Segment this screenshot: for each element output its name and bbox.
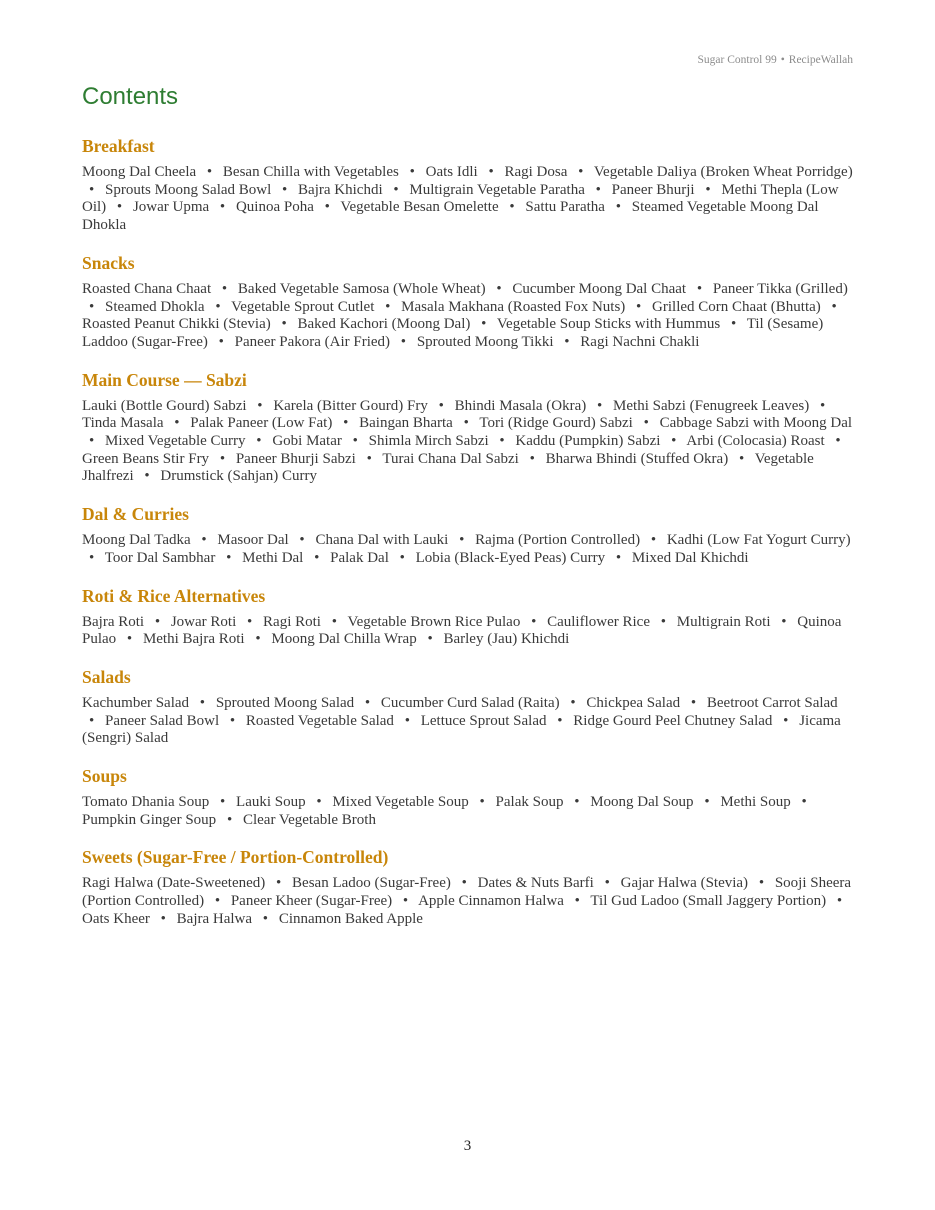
recipe-entry: Multigrain Roti xyxy=(676,613,771,630)
recipe-entry: Cauliflower Rice xyxy=(547,613,650,630)
bullet-separator: • xyxy=(459,532,465,549)
recipe-entry: Arbi (Colocasia) Roast xyxy=(686,433,825,450)
bullet-separator: • xyxy=(499,433,505,450)
recipe-entry: Kaddu (Pumpkin) Sabzi xyxy=(515,433,661,450)
recipe-entry: Apple Cinnamon Halwa xyxy=(418,893,564,910)
recipe-entry: Lobia (Black-Eyed Peas) Curry xyxy=(415,549,606,566)
bullet-separator: • xyxy=(836,893,843,910)
bullet-separator: • xyxy=(221,280,228,297)
contents-page xyxy=(82,80,853,929)
bullet-separator: • xyxy=(214,893,221,910)
recipe-entry: Kachumber Salad xyxy=(82,694,190,711)
recipe-entry: Palak Soup xyxy=(495,794,564,811)
section-heading: Breakfast xyxy=(82,136,155,156)
bullet-separator: • xyxy=(696,280,703,297)
recipe-entry: Oats Idli xyxy=(425,164,478,180)
bullet-separator: • xyxy=(218,333,224,350)
recipe-entry: Methi Bajra Roti xyxy=(142,631,245,648)
recipe-entry: Lauki (Bottle Gourd) Sabzi xyxy=(82,397,247,414)
recipe-entry: Roasted Chana Chaat xyxy=(82,280,212,297)
recipe-entry: Baked Kachori (Moong Dal) xyxy=(297,316,471,333)
recipe-entry: Vegetable Soup Sticks with Hummus xyxy=(496,316,721,333)
recipe-entry: Drumstick (Sahjan) Curry xyxy=(160,468,318,485)
recipe-entry: Baked Vegetable Samosa (Whole Wheat) xyxy=(237,280,486,297)
bullet-separator: • xyxy=(331,613,337,630)
bullet-separator: • xyxy=(154,613,161,630)
bullet-separator: • xyxy=(564,333,570,350)
bullet-separator: • xyxy=(819,397,826,414)
recipe-entry: Multigrain Vegetable Paratha xyxy=(409,181,585,198)
bullet-separator: • xyxy=(597,397,603,414)
recipe-entry: Vegetable Brown Rice Pulao xyxy=(347,613,521,630)
section-heading: Soups xyxy=(82,766,127,787)
bullet-separator: • xyxy=(324,199,330,216)
recipe-entry: Steamed Dhokla xyxy=(105,298,205,315)
section-heading: Sweets (Sugar-Free / Portion-Controlled) xyxy=(82,847,389,868)
recipe-entry: Chana Dal with Lauki xyxy=(315,532,449,549)
recipe-entry: Vegetable Daliya (Broken Wheat Porridge) xyxy=(593,164,853,180)
bullet-separator: • xyxy=(144,468,150,485)
recipe-entry: Vegetable Sprout Cutlet xyxy=(231,298,375,315)
bullet-separator: • xyxy=(488,164,494,180)
recipe-entry: Methi Dal xyxy=(242,549,304,566)
bullet-separator: • xyxy=(256,433,262,450)
recipe-entry: Methi Sabzi (Fenugreek Leaves) xyxy=(613,397,810,414)
bullet-separator: • xyxy=(463,415,469,432)
bullet-separator: • xyxy=(783,712,789,729)
recipe-entry: Palak Dal xyxy=(330,549,389,566)
recipe-entry: Karela (Bitter Gourd) Fry xyxy=(273,397,428,414)
recipe-entry: Toor Dal Sambhar xyxy=(104,549,216,566)
recipe-entry: Besan Chilla with Vegetables xyxy=(222,164,399,180)
recipe-entry: Ragi Halwa (Date-Sweetened) xyxy=(82,875,266,892)
bullet-separator: • xyxy=(595,181,601,198)
bullet-separator: • xyxy=(801,794,807,811)
bullet-separator: • xyxy=(578,164,584,180)
section-recipe-list xyxy=(82,794,853,829)
contents-sections xyxy=(82,135,853,929)
recipe-entry: Pumpkin Ginger Soup xyxy=(82,811,217,828)
bullet-separator: • xyxy=(316,794,322,811)
bullet-separator: • xyxy=(215,298,221,315)
section-heading: Snacks xyxy=(82,252,135,273)
recipe-entry: Gajar Halwa (Stevia) xyxy=(620,875,749,892)
bullet-separator: • xyxy=(255,631,261,648)
bullet-separator: • xyxy=(89,549,95,566)
page-title: Contents xyxy=(82,83,179,110)
bullet-separator: • xyxy=(427,631,433,648)
recipe-entry: Paneer Bhurji xyxy=(611,181,695,198)
recipe-entry: Bajra Khichdi xyxy=(298,181,383,198)
recipe-entry: Steamed Vegetable Moong Dal Dhokla xyxy=(82,199,819,234)
bullet-separator: • xyxy=(276,875,282,892)
bullet-separator: • xyxy=(366,450,372,467)
recipe-entry: Ragi Nachni Chakli xyxy=(580,333,700,350)
section-heading: Main Course — Sabzi xyxy=(82,369,247,390)
bullet-separator: • xyxy=(299,532,305,549)
bullet-separator: • xyxy=(343,415,349,432)
bullet-separator: • xyxy=(781,613,787,630)
recipe-entry: Moong Dal Cheela xyxy=(82,164,197,180)
recipe-entry: Cinnamon Baked Apple xyxy=(278,910,423,927)
recipe-entry: Masoor Dal xyxy=(217,532,289,549)
section-heading: Roti & Rice Alternatives xyxy=(82,585,266,606)
bullet-separator: • xyxy=(574,893,580,910)
recipe-entry: Sprouted Moong Tikki xyxy=(416,333,554,350)
bullet-separator: • xyxy=(393,181,399,198)
recipe-entry: Methi Soup xyxy=(720,794,791,811)
bullet-separator: • xyxy=(650,532,657,549)
recipe-entry: Moong Dal Soup xyxy=(590,794,694,811)
recipe-entry: Masala Makhana (Roasted Fox Nuts) xyxy=(401,298,626,315)
bullet-separator: • xyxy=(690,694,697,711)
bullet-separator: • xyxy=(385,298,391,315)
bullet-separator: • xyxy=(399,549,405,566)
bullet-separator: • xyxy=(461,875,467,892)
section-heading: Dal & Curries xyxy=(82,504,189,525)
recipe-entry: Methi Thepla (Low Oil) xyxy=(82,181,839,216)
recipe-entry: Ragi Dosa xyxy=(504,164,568,180)
recipe-entry: Ragi Roti xyxy=(263,613,321,630)
bullet-separator: • xyxy=(404,712,410,729)
recipe-entry: Shimla Mirch Sabzi xyxy=(368,433,489,450)
contents-section xyxy=(82,846,853,928)
recipe-entry: Lauki Soup xyxy=(236,794,306,811)
recipe-entry: Sprouts Moong Salad Bowl xyxy=(105,181,272,198)
recipe-entry: Bharwa Bhindi (Stuffed Okra) xyxy=(545,450,729,467)
recipe-entry: Palak Paneer (Low Fat) xyxy=(190,415,333,432)
section-recipe-list xyxy=(82,164,853,235)
bullet-separator: • xyxy=(282,181,288,198)
bullet-separator: • xyxy=(604,875,610,892)
recipe-entry: Bhindi Masala (Okra) xyxy=(454,397,587,414)
recipe-entry: Baingan Bharta xyxy=(359,415,453,432)
recipe-entry: Paneer Salad Bowl xyxy=(105,712,220,729)
bullet-separator: • xyxy=(219,450,226,467)
contents-section xyxy=(82,503,853,567)
bullet-separator: • xyxy=(400,333,407,350)
recipe-entry: Jicama (Sengri) Salad xyxy=(82,712,841,747)
bullet-separator: • xyxy=(89,181,95,198)
bullet-separator: • xyxy=(479,794,485,811)
recipe-entry: Cucumber Moong Dal Chaat xyxy=(512,280,687,297)
section-recipe-list xyxy=(82,614,853,649)
contents-section xyxy=(82,135,853,235)
bullet-separator: • xyxy=(831,298,837,315)
recipe-entry: Gobi Matar xyxy=(272,433,342,450)
recipe-entry: Sprouted Moong Salad xyxy=(215,694,355,711)
header-brand: RecipeWallah xyxy=(788,54,853,66)
bullet-separator: • xyxy=(660,613,666,630)
bullet-separator: • xyxy=(557,712,563,729)
recipe-entry: Tori (Ridge Gourd) Sabzi xyxy=(479,415,633,432)
bullet-separator: • xyxy=(574,794,580,811)
bullet-separator: • xyxy=(509,199,515,216)
recipe-entry: Green Beans Stir Fry xyxy=(82,450,210,467)
recipe-entry: Rajma (Portion Controlled) xyxy=(475,532,641,549)
contents-section xyxy=(82,666,853,748)
bullet-separator: • xyxy=(247,613,253,630)
recipe-entry: Barley (Jau) Khichdi xyxy=(443,631,570,648)
contents-section xyxy=(82,765,853,829)
bullet-separator: • xyxy=(89,433,95,450)
bullet-separator: • xyxy=(643,415,649,432)
bullet-separator: • xyxy=(257,397,263,414)
bullet-separator: • xyxy=(174,415,180,432)
recipe-entry: Kadhi (Low Fat Yogurt Curry) xyxy=(666,532,851,549)
section-heading: Salads xyxy=(82,666,131,687)
bullet-separator: • xyxy=(704,794,710,811)
bullet-separator: • xyxy=(229,712,236,729)
recipe-entry: Chickpea Salad xyxy=(586,694,681,711)
bullet-separator: • xyxy=(481,316,487,333)
bullet-separator: • xyxy=(352,433,358,450)
page-number: 3 xyxy=(463,1138,472,1154)
recipe-entry: Ridge Gourd Peel Chutney Salad xyxy=(573,712,773,729)
recipe-entry: Quinoa Poha xyxy=(235,199,314,216)
recipe-entry: Cucumber Curd Salad (Raita) xyxy=(380,694,560,711)
recipe-entry: Beetroot Carrot Salad xyxy=(706,694,838,711)
recipe-entry: Paneer Tikka (Grilled) xyxy=(712,280,848,297)
recipe-entry: Lettuce Sprout Salad xyxy=(420,712,547,729)
recipe-entry: Clear Vegetable Broth xyxy=(242,811,376,828)
contents-section xyxy=(82,252,853,352)
bullet-separator: • xyxy=(199,694,206,711)
recipe-entry: Moong Dal Tadka xyxy=(82,532,191,549)
bullet-separator: • xyxy=(226,811,233,828)
section-recipe-list xyxy=(82,875,853,928)
section-recipe-list xyxy=(82,398,853,487)
bullet-separator: • xyxy=(314,549,320,566)
recipe-entry: Grilled Corn Chaat (Bhutta) xyxy=(652,298,821,315)
bullet-separator: • xyxy=(738,450,745,467)
bullet-separator: • xyxy=(220,794,226,811)
recipe-entry: Moong Dal Chilla Wrap xyxy=(271,631,417,648)
section-recipe-list xyxy=(82,532,853,567)
bullet-separator: • xyxy=(730,316,737,333)
bullet-separator: • xyxy=(262,910,269,927)
header-separator: • xyxy=(780,54,785,66)
recipe-entry: Roasted Vegetable Salad xyxy=(245,712,394,729)
recipe-entry: Cabbage Sabzi with Moong Dal xyxy=(659,415,853,432)
bullet-separator: • xyxy=(206,164,213,180)
section-recipe-list xyxy=(82,695,853,748)
recipe-entry: Paneer Kheer (Sugar-Free) xyxy=(230,893,393,910)
contents-section xyxy=(82,585,853,649)
recipe-entry: Turai Chana Dal Sabzi xyxy=(382,450,519,467)
recipe-entry: Mixed Vegetable Curry xyxy=(105,433,246,450)
bullet-separator: • xyxy=(201,532,207,549)
bullet-separator: • xyxy=(281,316,287,333)
recipe-entry: Vegetable Jhalfrezi xyxy=(82,450,814,485)
recipe-entry: Quinoa Pulao xyxy=(82,613,842,648)
recipe-entry: Sooji Sheera (Portion Controlled) xyxy=(82,875,852,910)
recipe-entry: Tinda Masala xyxy=(82,415,164,432)
section-recipe-list xyxy=(82,281,853,352)
bullet-separator: • xyxy=(219,199,226,216)
bullet-separator: • xyxy=(835,433,841,450)
bullet-separator: • xyxy=(615,199,621,216)
bullet-separator: • xyxy=(636,298,642,315)
recipe-entry: Bajra Roti xyxy=(82,613,145,630)
recipe-entry: Bajra Halwa xyxy=(176,910,253,927)
recipe-entry: Vegetable Besan Omelette xyxy=(340,199,499,216)
recipe-entry: Mixed Dal Khichdi xyxy=(631,549,749,566)
bullet-separator: • xyxy=(570,694,576,711)
bullet-separator: • xyxy=(758,875,765,892)
bullet-separator: • xyxy=(671,433,677,450)
recipe-entry: Besan Ladoo (Sugar-Free) xyxy=(292,875,451,892)
recipe-entry: Paneer Pakora (Air Fried) xyxy=(234,333,391,350)
recipe-entry: Dates & Nuts Barfi xyxy=(477,875,594,892)
bullet-separator: • xyxy=(531,613,537,630)
bullet-separator: • xyxy=(402,893,409,910)
recipe-entry: Sattu Paratha xyxy=(525,199,605,216)
recipe-entry: Jowar Upma xyxy=(132,199,210,216)
recipe-entry: Mixed Vegetable Soup xyxy=(332,794,469,811)
bullet-separator: • xyxy=(364,694,371,711)
bullet-separator: • xyxy=(705,181,711,198)
recipe-entry: Paneer Bhurji Sabzi xyxy=(235,450,356,467)
bullet-separator: • xyxy=(226,549,232,566)
bullet-separator: • xyxy=(409,164,415,180)
bullet-separator: • xyxy=(496,280,502,297)
recipe-entry: Jowar Roti xyxy=(170,613,237,630)
running-header xyxy=(698,54,853,66)
bullet-separator: • xyxy=(89,712,95,729)
bullet-separator: • xyxy=(160,910,166,927)
bullet-separator: • xyxy=(529,450,535,467)
bullet-separator: • xyxy=(438,397,444,414)
header-book-title: Sugar Control 99 xyxy=(697,54,777,66)
recipe-entry: Roasted Peanut Chikki (Stevia) xyxy=(82,316,271,333)
recipe-entry: Tomato Dhania Soup xyxy=(82,794,210,811)
bullet-separator: • xyxy=(615,549,622,566)
bullet-separator: • xyxy=(89,298,95,315)
contents-section xyxy=(82,369,853,487)
recipe-entry: Til Gud Ladoo (Small Jaggery Portion) xyxy=(590,893,827,910)
recipe-entry: Oats Kheer xyxy=(82,910,150,927)
bullet-separator: • xyxy=(116,199,123,216)
recipe-entry: Til (Sesame) Laddoo (Sugar-Free) xyxy=(82,316,824,350)
bullet-separator: • xyxy=(126,631,133,648)
